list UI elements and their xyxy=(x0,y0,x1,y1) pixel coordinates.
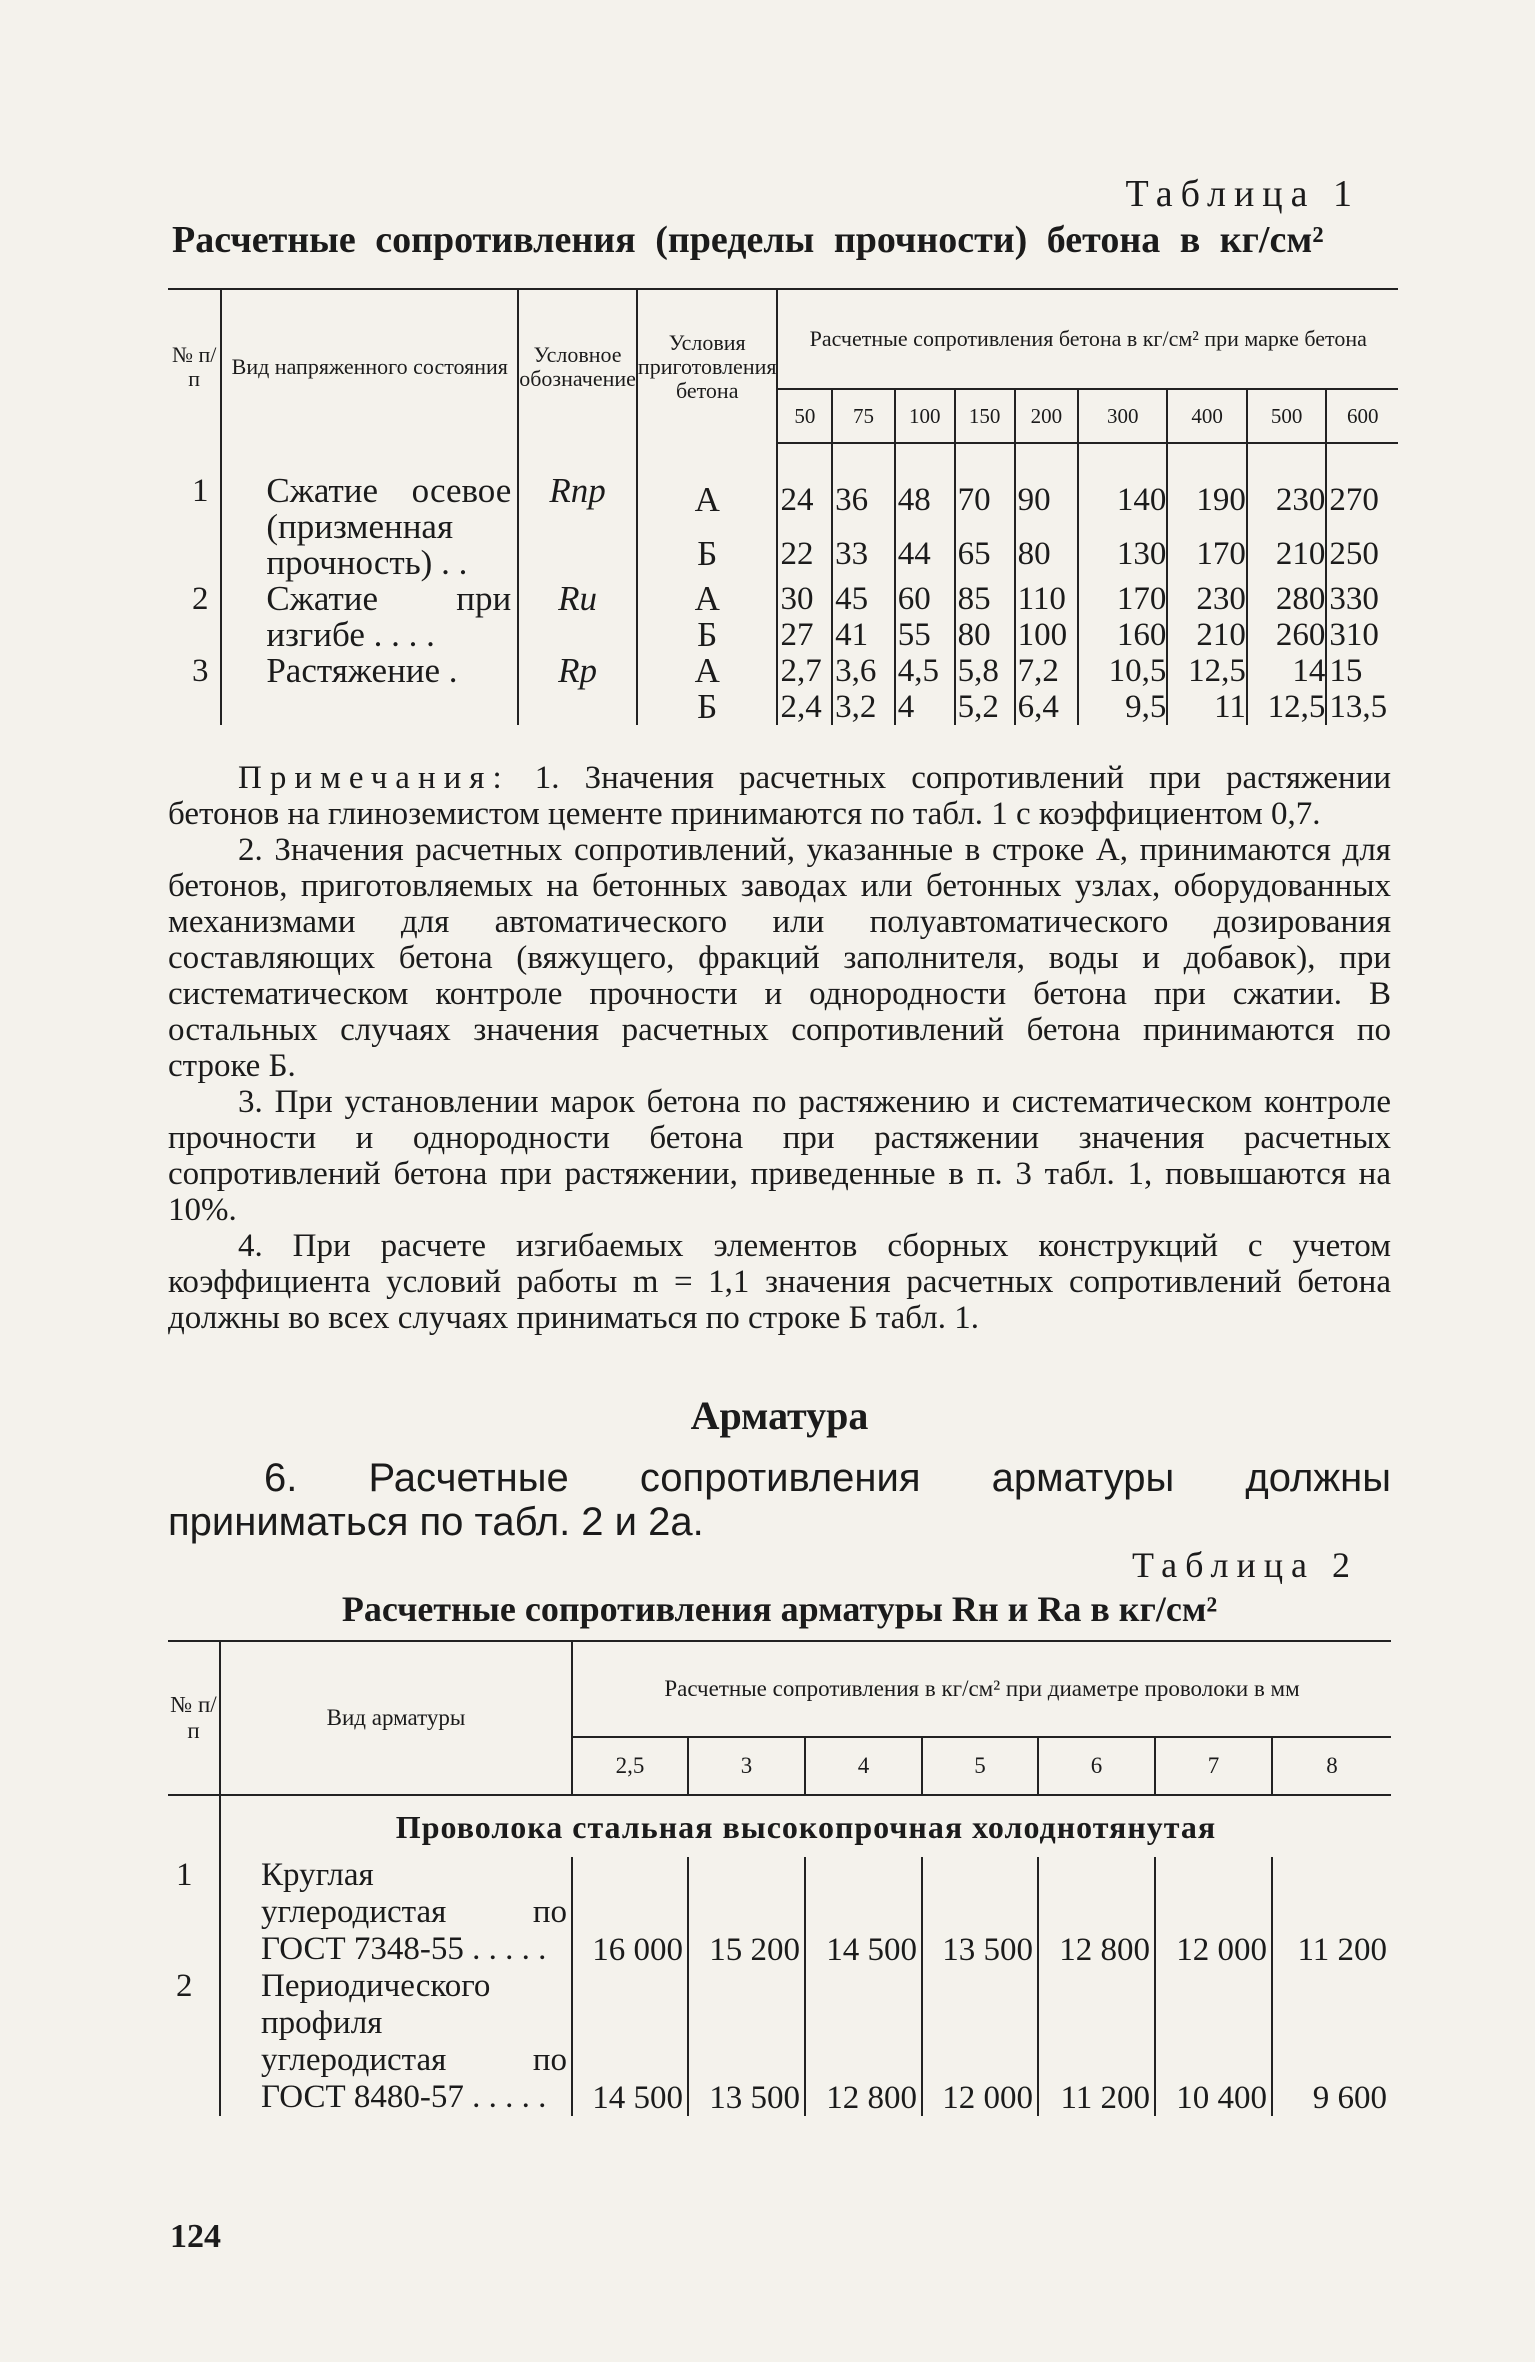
t2-cell: 16 000 xyxy=(572,1857,688,1968)
t1-cell: 48 xyxy=(895,473,955,527)
t1-cell: 60 xyxy=(895,581,955,617)
t1-cell: 210 xyxy=(1247,527,1327,581)
t1-grade: 400 xyxy=(1167,389,1247,443)
table2-label: Таблица 2 xyxy=(1132,1545,1358,1585)
t1-cell: 2,4 xyxy=(777,689,832,725)
t1-cell: 13,5 xyxy=(1329,689,1388,725)
t2-header-group: Расчетные сопротивления в кг/см² при диаметре проволоки в мм xyxy=(572,1641,1391,1737)
note-3: 3. При установлении марок бетона по растяжению и систематическом контроле прочности и однородности бетона при растяжении значения расчетных сопротивлений бетона при растяжении, приведенные в п. 3 табл. 1, повышаются на 10%. xyxy=(168,1084,1391,1228)
t1-grade: 50 xyxy=(777,389,832,443)
t1-cell: 280 xyxy=(1247,581,1327,617)
t2-row-num: 2 xyxy=(168,1968,220,2116)
t1-cell: 55 xyxy=(895,617,955,653)
t1-cell: 110 xyxy=(1015,581,1079,617)
t1-header-conditions: Условия приготовления бетона xyxy=(637,289,778,443)
t1-cell: 90 xyxy=(1015,473,1079,527)
t1-cell: 24 xyxy=(777,473,832,527)
t1-grade: 500 xyxy=(1247,389,1327,443)
t1-cell: 170 xyxy=(1078,581,1167,617)
t1-cell: 270 xyxy=(1329,482,1379,518)
t2-diameter: 4 xyxy=(805,1737,922,1795)
t1-row xyxy=(168,473,1398,527)
t1-cell: 310 xyxy=(1329,617,1379,653)
t1-grade: 200 xyxy=(1015,389,1079,443)
table2 xyxy=(168,1640,1391,2116)
t1-row-symbol: Rи xyxy=(518,581,637,653)
t1-header-group: Расчетные сопротивления бетона в кг/см² при марке бетона xyxy=(777,289,1398,389)
t2-diameter: 6 xyxy=(1038,1737,1155,1795)
t1-cell: 22 xyxy=(777,527,832,581)
t1-cell: 210 xyxy=(1167,617,1247,653)
t1-cell: 4,5 xyxy=(895,653,955,689)
t1-row-symbol: Rр xyxy=(518,653,637,725)
t1-cell: 260 xyxy=(1247,617,1327,653)
notes xyxy=(168,760,1391,1336)
t2-cell: 10 400 xyxy=(1155,1968,1272,2116)
t2-header-kind: Вид арматуры xyxy=(220,1641,572,1795)
section-paragraph: 6. Расчетные сопротивления арматуры должны приниматься по табл. 2 и 2а. xyxy=(168,1456,1391,1544)
t1-grade: 75 xyxy=(832,389,895,443)
t1-cell: 44 xyxy=(895,527,955,581)
t1-cell: 2,7 xyxy=(777,653,832,689)
t2-cell: 14 500 xyxy=(805,1857,922,1968)
notes-heading: Примечания: xyxy=(238,760,510,796)
t1-cell: 12,5 xyxy=(1167,653,1247,689)
t2-diameter: 5 xyxy=(922,1737,1038,1795)
t1-row-num: 1 xyxy=(168,473,221,581)
t1-row-symbol: Rпр xyxy=(518,473,637,581)
t2-diameter: 2,5 xyxy=(572,1737,688,1795)
t2-header-num: № п/п xyxy=(168,1641,220,1795)
t1-cell: 30 xyxy=(777,581,832,617)
t1-cell: 170 xyxy=(1167,527,1247,581)
t2-cell: 12 800 xyxy=(1038,1857,1155,1968)
t1-cell: 130 xyxy=(1078,527,1167,581)
t2-row xyxy=(168,1968,1391,2116)
t2-cell: 15 200 xyxy=(688,1857,805,1968)
t2-diameter: 7 xyxy=(1155,1737,1272,1795)
table2-title: Расчетные сопротивления арматуры Rн и Rа в кг/см² xyxy=(341,1589,1218,1629)
t1-cell: 45 xyxy=(832,581,895,617)
t2-diameter: 8 xyxy=(1272,1737,1391,1795)
t1-cell: 65 xyxy=(955,527,1015,581)
t1-cell: 36 xyxy=(832,473,895,527)
page-number: 124 xyxy=(170,2218,221,2255)
t1-cell: 27 xyxy=(777,617,832,653)
t1-cell: 190 xyxy=(1167,473,1247,527)
t1-cell: 80 xyxy=(955,617,1015,653)
t1-header-symbol: Условное обозначение xyxy=(518,289,637,443)
t1-cell: 160 xyxy=(1078,617,1167,653)
t1-cell: 250 xyxy=(1329,536,1379,572)
note-2: 2. Значения расчетных сопротивлений, указанные в строке А, принимаются для бетонов, приготовляемых на бетонных заводах или бетонных узлах, оборудованных механизмами для автоматического или полуавтоматического дозирования составляющих бетона (вяжущего, фракций заполнителя, воды и добавок), при систематическом контроле прочности и однородности бетона при сжатии. В остальных случаях значения расчетных сопротивлений бетона принимаются по строке Б. xyxy=(168,832,1391,1084)
table1-title: Расчетные сопротивления (пределы прочности) бетона в кг/см² xyxy=(172,219,1324,261)
t1-row-conditions: А xyxy=(637,473,778,527)
t2-subheading: Проволока стальная высокопрочная холоднотянутая xyxy=(395,1808,1217,1845)
t1-cell: 6,4 xyxy=(1015,689,1079,725)
t1-row-num: 2 xyxy=(168,581,221,653)
t1-cell: 100 xyxy=(1015,617,1079,653)
t1-header-num: № п/п xyxy=(168,289,221,443)
t1-cell: 5,2 xyxy=(955,689,1015,725)
t1-cell: 4 xyxy=(895,689,955,725)
t1-cell: 7,2 xyxy=(1015,653,1079,689)
t1-row-conditions: Б xyxy=(637,689,778,725)
t1-cell: 3,2 xyxy=(832,689,895,725)
note-4: 4. При расчете изгибаемых элементов сборных конструкций с учетом коэффициента условий работы m = 1,1 значения расчетных сопротивлений бетона должны во всех случаях приниматься по строке Б табл. 1. xyxy=(168,1228,1391,1336)
t1-row-kind: Сжатие при изгибе . . . . xyxy=(221,581,518,653)
t2-cell: 12 000 xyxy=(1155,1857,1272,1968)
t2-cell: 9 600 xyxy=(1312,2080,1387,2116)
t1-cell: 10,5 xyxy=(1078,653,1167,689)
t1-cell: 5,8 xyxy=(955,653,1015,689)
t1-row-kind: Сжатие осевое (призменная прочность) . . xyxy=(221,473,518,581)
t1-cell: 230 xyxy=(1167,581,1247,617)
t1-cell: 85 xyxy=(955,581,1015,617)
t1-cell: 140 xyxy=(1078,473,1167,527)
t1-cell: 15 xyxy=(1329,653,1363,689)
t1-cell: 33 xyxy=(832,527,895,581)
t1-row xyxy=(168,653,1398,689)
t1-cell: 11 xyxy=(1167,689,1247,725)
t1-cell: 70 xyxy=(955,473,1015,527)
t1-row-num: 3 xyxy=(168,653,221,725)
t1-cell: 14 xyxy=(1247,653,1327,689)
t2-cell: 12 000 xyxy=(922,1968,1038,2116)
t2-diameter: 3 xyxy=(688,1737,805,1795)
t1-cell: 41 xyxy=(832,617,895,653)
t1-row-kind: Растяжение . xyxy=(221,653,518,725)
t2-row xyxy=(168,1857,1391,1968)
t1-row-conditions: А xyxy=(637,581,778,617)
t1-row-conditions: Б xyxy=(637,617,778,653)
t1-cell: 12,5 xyxy=(1247,689,1327,725)
t1-grade: 600 xyxy=(1326,389,1398,443)
t1-cell: 3,6 xyxy=(832,653,895,689)
t1-row-conditions: Б xyxy=(637,527,778,581)
t1-cell: 80 xyxy=(1015,527,1079,581)
t1-cell: 230 xyxy=(1247,473,1327,527)
t2-row-kind: Круглая углеродистая по ГОСТ 7348-55 . . . . . xyxy=(220,1857,572,1968)
t2-cell: 11 200 xyxy=(1297,1932,1387,1968)
t2-cell: 13 500 xyxy=(922,1857,1038,1968)
t2-row-num: 1 xyxy=(168,1857,220,1968)
t2-row-kind: Периодического профиля углеродистая по ГОСТ 8480-57 . . . . . xyxy=(220,1968,572,2116)
t1-cell: 330 xyxy=(1329,581,1379,617)
t1-row xyxy=(168,581,1398,617)
t1-cell: 9,5 xyxy=(1078,689,1167,725)
t1-grade: 300 xyxy=(1078,389,1167,443)
t2-cell: 13 500 xyxy=(688,1968,805,2116)
t2-cell: 11 200 xyxy=(1038,1968,1155,2116)
t2-cell: 14 500 xyxy=(572,1968,688,2116)
t1-grade: 100 xyxy=(895,389,955,443)
table1 xyxy=(168,288,1398,725)
table1-label: Таблица 1 xyxy=(1125,173,1360,215)
t1-header-kind: Вид напряженного состояния xyxy=(221,289,518,443)
t2-cell: 12 800 xyxy=(805,1968,922,2116)
t1-row-conditions: А xyxy=(637,653,778,689)
section-title: Арматура xyxy=(690,1393,869,1438)
t1-grade: 150 xyxy=(955,389,1015,443)
note-1: 1. Значения расчетных сопротивлений при растяжении бетонов на глиноземистом цементе принимаются по табл. 1 с коэффициентом 0,7. xyxy=(168,760,1392,832)
